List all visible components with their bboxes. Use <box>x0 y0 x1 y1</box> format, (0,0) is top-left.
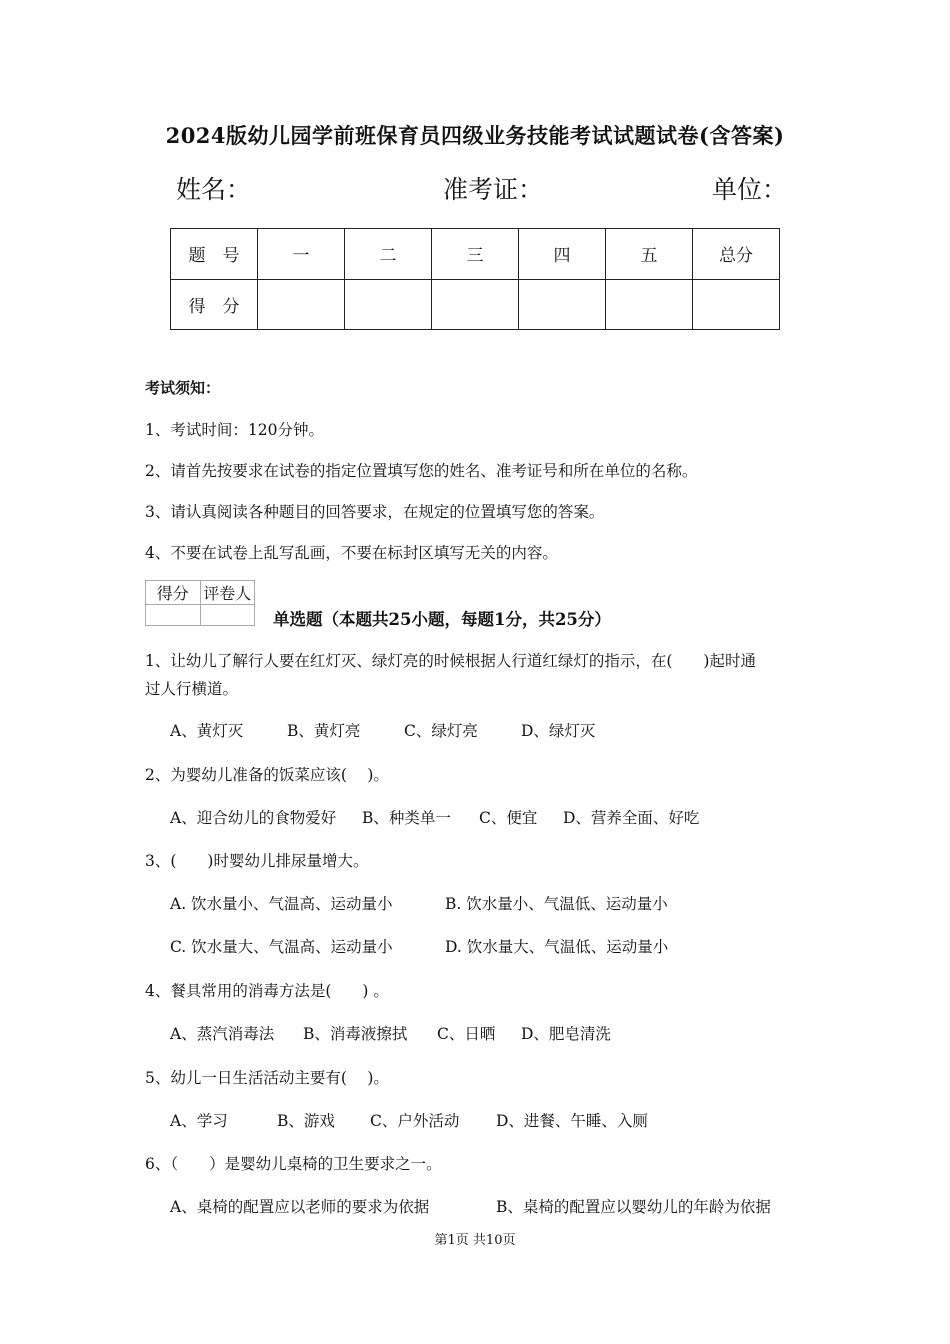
answer-option: C、绿灯亮 <box>404 722 478 740</box>
grader-box-score-cell[interactable] <box>146 605 201 626</box>
answer-option: B. 饮水量小、气温低、运动量小 <box>445 895 668 913</box>
answer-option: D、绿灯灭 <box>521 722 596 740</box>
notice-item: 2、请首先按要求在试卷的指定位置填写您的姓名、准考证号和所在单位的名称。 <box>145 462 698 480</box>
notice-item: 4、不要在试卷上乱写乱画，不要在标封区填写无关的内容。 <box>145 544 558 562</box>
grader-box-score-label: 得分 <box>146 581 201 605</box>
score-table-cell: 二 <box>345 229 432 280</box>
score-entry-cell[interactable] <box>345 279 432 330</box>
answer-option: B、黄灯亮 <box>287 722 361 740</box>
score-entry-cell[interactable] <box>258 279 345 330</box>
answer-option: B、消毒液擦拭 <box>303 1025 408 1043</box>
score-entry-cell[interactable] <box>432 279 519 330</box>
answer-option: B、游戏 <box>277 1112 335 1130</box>
answer-option: B、种类单一 <box>362 809 451 827</box>
answer-option: C、便宜 <box>479 809 538 827</box>
score-table-header-row <box>171 229 780 280</box>
score-table <box>170 228 780 330</box>
question-stem: 2、为婴幼儿准备的饭菜应该( )。 <box>145 766 389 784</box>
section-heading: 单选题（本题共25小题，每题1分，共25分） <box>273 610 611 629</box>
score-table-cell: 得 分 <box>171 279 258 330</box>
score-entry-cell[interactable] <box>693 279 780 330</box>
answer-option: A、桌椅的配置应以老师的要求为依据 <box>170 1198 430 1216</box>
score-table-cell: 题 号 <box>171 229 258 280</box>
score-entry-cell[interactable] <box>606 279 693 330</box>
notice-item: 3、请认真阅读各种题目的回答要求，在规定的位置填写您的答案。 <box>145 503 605 521</box>
answer-option: B、桌椅的配置应以婴幼儿的年龄为依据 <box>496 1198 771 1216</box>
answer-option: A. 饮水量小、气温高、运动量小 <box>170 895 393 913</box>
answer-option: D、肥皂清洗 <box>521 1025 611 1043</box>
answer-option: A、蒸汽消毒法 <box>170 1025 275 1043</box>
answer-option: A、黄灯灭 <box>170 722 244 740</box>
question-stem: 5、幼儿一日生活活动主要有( )。 <box>145 1069 389 1087</box>
answer-option: A、迎合幼儿的食物爱好 <box>170 809 337 827</box>
score-table-cell: 四 <box>519 229 606 280</box>
page-title: 2024版幼儿园学前班保育员四级业务技能考试试题试卷(含答案) <box>165 123 785 148</box>
score-entry-cell[interactable] <box>519 279 606 330</box>
answer-option: A、学习 <box>170 1112 228 1130</box>
answer-option: C、户外活动 <box>370 1112 460 1130</box>
answer-option: D、进餐、午睡、入厕 <box>496 1112 648 1130</box>
grader-box <box>145 580 255 626</box>
answer-option: C. 饮水量大、气温高、运动量小 <box>170 938 393 956</box>
notice-item: 1、考试时间：120分钟。 <box>145 421 324 439</box>
exam-id-label: 准考证： <box>443 175 544 204</box>
answer-option: C、日晒 <box>437 1025 496 1043</box>
question-stem-cont: 过人行横道。 <box>145 680 239 698</box>
question-stem: 4、餐具常用的消毒方法是( ) 。 <box>145 982 389 1000</box>
unit-label: 单位： <box>712 175 788 204</box>
page-footer: 第1页 共10页 <box>434 1233 516 1248</box>
name-label: 姓名： <box>176 175 252 204</box>
grader-box-grader-cell[interactable] <box>200 605 255 626</box>
score-table-cell: 五 <box>606 229 693 280</box>
score-table-cell: 一 <box>258 229 345 280</box>
answer-option: D、营养全面、好吃 <box>563 809 700 827</box>
notice-heading: 考试须知： <box>145 379 221 397</box>
grader-box-grader-label: 评卷人 <box>200 581 255 605</box>
score-table-cell: 总分 <box>693 229 780 280</box>
score-table-cell: 三 <box>432 229 519 280</box>
question-stem: 3、( )时婴幼儿排尿量增大。 <box>145 852 369 870</box>
question-stem: 6、（ ）是婴幼儿桌椅的卫生要求之一。 <box>145 1155 442 1173</box>
question-stem: 1、让幼儿了解行人要在红灯灭、绿灯亮的时候根据人行道红绿灯的指示，在( )起时通 <box>145 652 756 670</box>
score-table-score-row <box>171 279 780 330</box>
answer-option: D. 饮水量大、气温低、运动量小 <box>445 938 669 956</box>
